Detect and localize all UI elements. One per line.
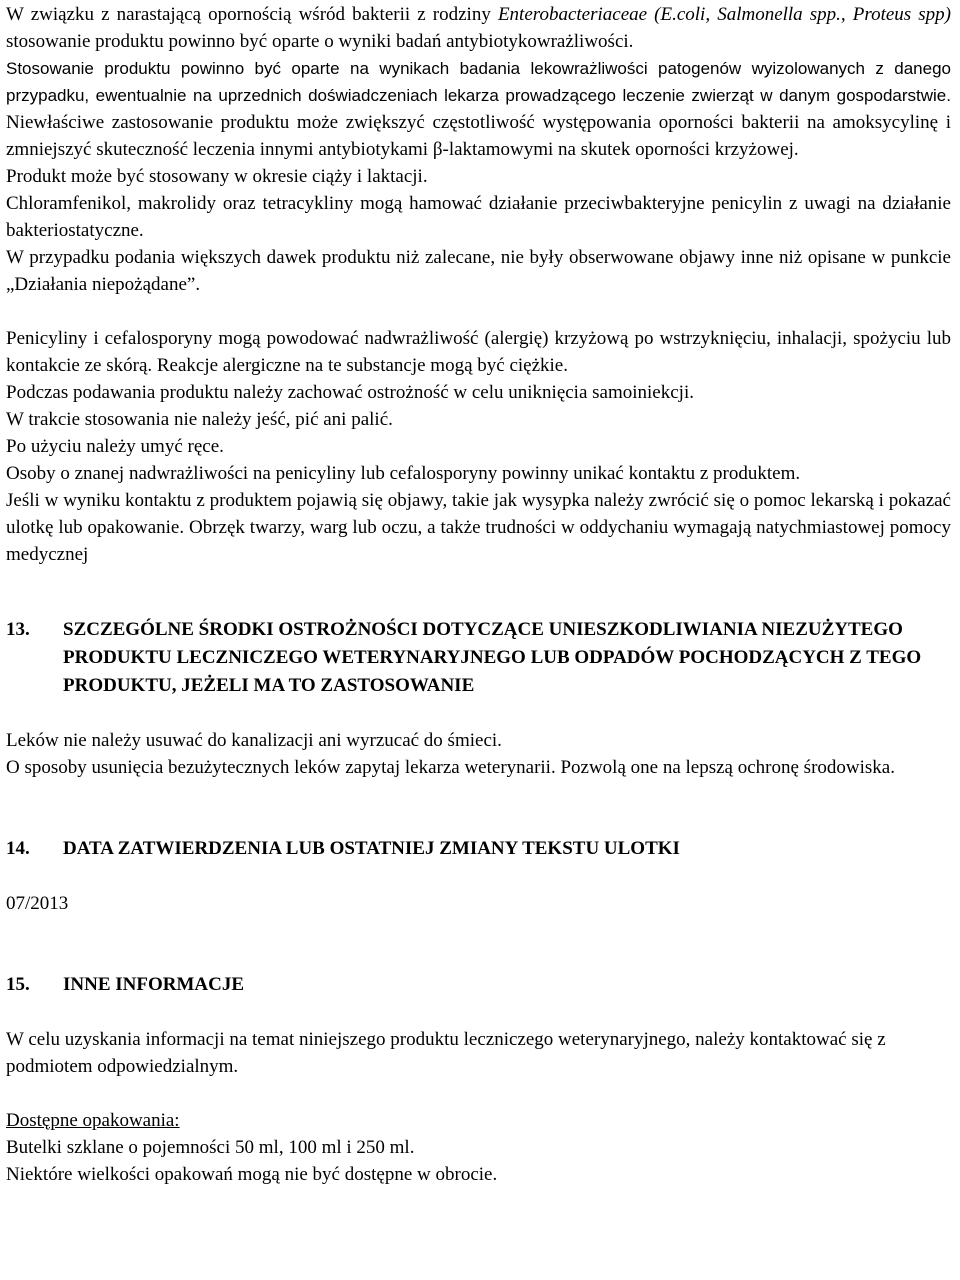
- paragraph-resistance: [6, 1, 951, 55]
- spacer: [6, 917, 951, 971]
- text-segment: W związku z narastającą opornością wśród bakterii z rodziny: [6, 4, 498, 25]
- text-segment: stosowanie produktu powinno być oparte o wyniki badań antybiotykowrażliwości.: [6, 31, 634, 52]
- packaging-label: Dostępne opakowania:: [6, 1110, 180, 1131]
- approval-date: 07/2013: [6, 893, 69, 914]
- bacteria-names: Enterobacteriaceae (E.coli, Salmonella spp., Proteus spp): [497, 4, 951, 25]
- section-title: SZCZEGÓLNE ŚRODKI OSTROŻNOŚCI DOTYCZĄCE UNIESZKODLIWIANIA NIEZUŻYTEGO PRODUKTU LECZNICZEGO WETERYNARYJNEGO LUB ODPADÓW POCHODZĄCYCH Z TEGO PRODUKTU, JEŻELI MA TO ZASTOSOWANIE: [63, 619, 922, 696]
- packaging-line-1: Butelki szklane o pojemności 50 ml, 100 ml i 250 ml.: [6, 1137, 415, 1158]
- text-segment: Stosowanie produktu powinno być oparte na wynikach badania lekowrażliwości patogenów wyizolowanych z danego przypadku, ewentualnie na uprzednich doświadczeniach lekarza prowadzącego leczenie zwierząt w danym gospodarstwie.: [6, 59, 951, 105]
- paragraph-symptoms: Jeśli w wyniku kontaktu z produktem pojawią się objawy, takie jak wysypka należy zwrócić się o pomoc lekarską i pokazać ulotkę lub opakowanie. Obrzęk twarzy, warg lub oczu, a także trudności w oddychaniu wymagają natychmiastowej pomocy medycznej: [6, 490, 951, 565]
- section-15-heading: [6, 971, 951, 999]
- spacer: [6, 298, 951, 325]
- paragraph-overdose: W przypadku podania większych dawek produktu niż zalecane, nie były obserwowane objawy inne niż opisane w punkcie „Działania niepożądane”.: [6, 247, 951, 295]
- paragraph-no-eating: W trakcie stosowania nie należy jeść, pić ani palić.: [6, 409, 393, 430]
- spacer: [6, 568, 951, 616]
- spacer: [6, 999, 951, 1026]
- disposal-line-2: O sposoby usunięcia bezużytecznych leków zapytaj lekarza weterynarii. Pozwolą one na lepszą ochronę środowiska.: [6, 757, 895, 778]
- paragraph-wash-hands: Po użyciu należy umyć ręce.: [6, 436, 224, 457]
- section-number: 15.: [6, 974, 30, 995]
- text-segment: Niewłaściwe zastosowanie produktu może zwiększyć częstotliwość występowania oporności bakterii na amoksycylinę i zmniejszyć skuteczność leczenia innymi antybiotykami β-laktamowymi na skutek oporności krzyżowej.: [6, 112, 951, 160]
- disposal-line-1: Leków nie należy usuwać do kanalizacji ani wyrzucać do śmieci.: [6, 730, 502, 751]
- spacer: [6, 863, 951, 890]
- section-13-heading: [6, 616, 951, 700]
- paragraph-susceptibility: [6, 55, 951, 163]
- paragraph-self-injection: Podczas podawania produktu należy zachować ostrożność w celu uniknięcia samoiniekcji.: [6, 382, 694, 403]
- section-number: 13.: [6, 619, 30, 640]
- spacer: [6, 781, 951, 835]
- section-title: DATA ZATWIERDZENIA LUB OSTATNIEJ ZMIANY TEKSTU ULOTKI: [63, 838, 680, 859]
- packaging-line-2: Niektóre wielkości opakowań mogą nie być dostępne w obrocie.: [6, 1164, 498, 1185]
- section-title: INNE INFORMACJE: [63, 974, 245, 995]
- section-number: 14.: [6, 838, 30, 859]
- paragraph-interactions: Chloramfenikol, makrolidy oraz tetracykliny mogą hamować działanie przeciwbakteryjne penicylin z uwagi na działanie bakteriostatyczne.: [6, 193, 951, 241]
- spacer: [6, 1080, 951, 1107]
- section-14-heading: [6, 835, 951, 863]
- spacer: [6, 700, 951, 727]
- paragraph-avoid-contact: Osoby o znanej nadwrażliwości na penicyliny lub cefalosporyny powinny unikać kontaktu z produktem.: [6, 463, 801, 484]
- paragraph-pregnancy: Produkt może być stosowany w okresie ciąży i laktacji.: [6, 166, 428, 187]
- paragraph-hypersensitivity: Penicyliny i cefalosporyny mogą powodować nadwrażliwość (alergię) krzyżową po wstrzyknięciu, inhalacji, spożyciu lub kontakcie ze skórą. Reakcje alergiczne na te substancje mogą być ciężkie.: [6, 328, 951, 376]
- contact-info: W celu uzyskania informacji na temat niniejszego produktu leczniczego weterynaryjnego, należy kontaktować się z podmiotem odpowiedzialnym.: [6, 1029, 886, 1077]
- document-page: [6, 1, 951, 1188]
